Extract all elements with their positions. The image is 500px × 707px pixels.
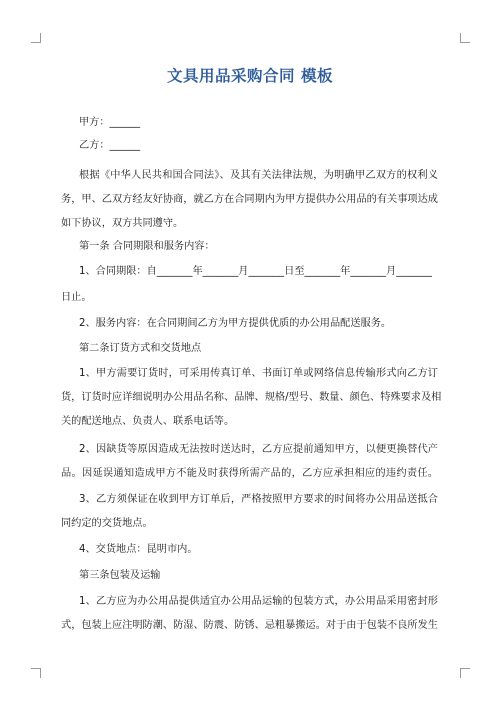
section-heading: 第三条包装及运输 xyxy=(79,570,161,581)
section-heading: 第二条订货方式和交货地点 xyxy=(79,343,202,354)
section-heading: 第一条 合同期限和服务内容： xyxy=(79,241,215,252)
paragraph-line: 2、因缺货等原因造成无法按时送达时，乙方应提前通知甲方，以便更换替代产 xyxy=(79,444,438,455)
paragraph-line: 如下协议，双方共同遵守。 xyxy=(61,218,184,229)
crop-mark-top-right xyxy=(460,33,470,43)
paragraph-line: 根据《中华人民共和国合同法》、及其有关法律法规，为明确甲乙双方的权利义 xyxy=(79,170,438,181)
paragraph-line: 1、合同期限：自_______年_______月_______日至_______年_______月_______ xyxy=(79,266,432,277)
paragraph-line: 1、乙方应为办公用品提供适宜办公用品运输的包装方式，办公用品采用密封形 xyxy=(79,596,438,607)
paragraph-line: 货，订货时应详细说明办公用品名称、品牌、规格/型号、数量、颜色、特殊要求及相 xyxy=(61,392,442,403)
paragraph-line: 2、服务内容：在合同期间乙方为甲方提供优质的办公用品配送服务。 xyxy=(79,318,392,329)
crop-mark-bottom-right xyxy=(460,668,470,678)
paragraph-line: 品。因延误通知造成甲方不能及时获得所需产品的，乙方应承担相应的违约责任。 xyxy=(61,468,438,479)
paragraph-line: 同约定的交货地点。 xyxy=(61,518,153,529)
paragraph-line: 1、甲方需要订货时，可采用传真订单、书面订单或网络信息传输形式向乙方订 xyxy=(79,368,438,379)
party-b-line: 乙方：______ xyxy=(79,140,141,151)
paragraph-line: 务，甲、乙双方经友好协商，就乙方在合同期内为甲方提供办公用品的有关事项达成 xyxy=(61,194,438,205)
paragraph-line: 日止。 xyxy=(61,292,92,303)
paragraph-line: 3、乙方须保证在收到甲方订单后，严格按照甲方要求的时间将办公用品送抵合 xyxy=(79,494,438,505)
party-a-line: 甲方：______ xyxy=(79,117,141,128)
paragraph-line: 式，包装上应注明防潮、防湿、防震、防锈、忌粗暴搬运。对于由于包装不良所发生 xyxy=(61,620,438,631)
crop-mark-bottom-left xyxy=(31,668,41,678)
crop-mark-top-left xyxy=(31,33,41,43)
document-title: 文具用品采购合同 模板 xyxy=(167,67,333,85)
paragraph-line: 4、交货地点：昆明市内。 xyxy=(79,544,198,555)
paragraph-line: 关的配送地点、负责人、联系电话等。 xyxy=(61,416,235,427)
